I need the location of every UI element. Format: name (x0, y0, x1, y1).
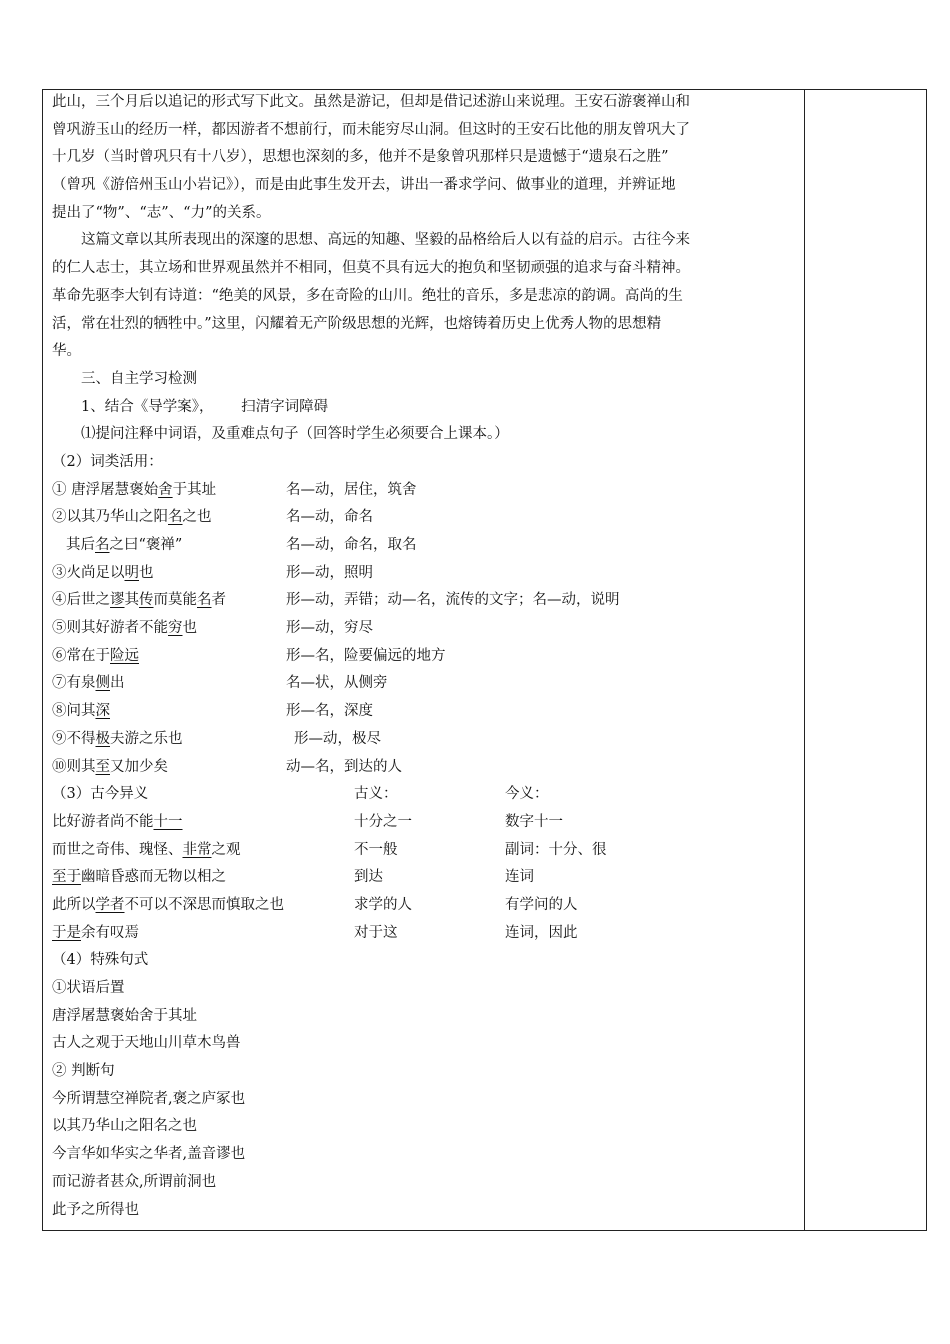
column-divider (804, 89, 805, 1231)
text-line: 曾巩游玉山的经历一样，都因游者不想前行，而未能穷尽山洞。但这时的王安石比他的朋友曾巩大了 (52, 121, 690, 138)
wordclass-row: ⑩则其至又加少矣 动—名，到达的人 (52, 758, 402, 775)
question-line: （2）词类活用： (52, 453, 163, 470)
question-line: ⑴提问注释中词语，及重难点句子（回答时学生必须要合上课本。） (81, 426, 509, 443)
special-sub: ② 判断句 (52, 1063, 115, 1080)
text-line: （曾巩《游倍州玉山小岩记》），而是由此事生发开去，讲出一番求学问、做事业的道理，并辨证地 (52, 177, 676, 194)
wordclass-row: ① 唐浮屠慧褒始舍于其址 名—动，居住，筑舍 (52, 481, 417, 498)
sentence-line: 以其乃华山之阳名之也 (52, 1118, 197, 1135)
wordclass-row: ⑤则其好游者不能穷也 形—动，穷尽 (52, 620, 373, 637)
sentence-line: 而记游者甚众,所谓前洞也 (52, 1173, 217, 1190)
section-item (52, 394, 797, 422)
wordclass-row: ④后世之谬其传而莫能名者 形—动，弄错；动—名，流传的文字；名—动，说明 (52, 592, 620, 609)
gujin-header: （3）古今异义 古义： 今义： (52, 786, 549, 803)
wordclass-row: ⑨不得极夫游之乐也 形—动，极尽 (52, 730, 381, 747)
document-body (52, 89, 797, 1224)
special-sub: ①状语后置 (52, 980, 125, 996)
text-line: 华。 (52, 343, 81, 360)
item-label: 1、结合《导学案》， (81, 398, 214, 415)
wordclass-row: ⑥常在于险远 形—名，险要偏远的地方 (52, 647, 446, 664)
text-line: 活，常在壮烈的牺牲中。”这里，闪耀着无产阶级思想的光辉，也熔铸着历史上优秀人物的思想精 (52, 315, 662, 332)
sentence-line: 此予之所得也 (52, 1201, 139, 1218)
sentence-line: 今所谓慧空禅院者,褒之庐冢也 (52, 1090, 246, 1107)
text-line: 十几岁（当时曾巩只有十八岁），思想也深刻的多，他并不是象曾巩那样只是遗憾于“遗泉石之胜” (52, 149, 669, 166)
wordclass-row: ⑦有泉侧出 名—状，从侧旁 (52, 675, 388, 692)
gujin-row: 比好游者尚不能十一 十分之一 数字十一 (52, 813, 563, 830)
sentence-line: 古人之观于天地山川草木鸟兽 (52, 1035, 241, 1052)
item-text: 扫清字词障碍 (241, 398, 329, 415)
text-line: 提出了“物”、“志”、“力”的关系。 (52, 204, 271, 221)
gujin-row: 于是余有叹焉 对于这 连词，因此 (52, 924, 578, 941)
text-line: 革命先驱李大钊有诗道：“绝美的风景，多在奇险的山川。绝壮的音乐，多是悲凉的韵调。高尚的生 (52, 287, 683, 304)
section-title: 三、自主学习检测 (81, 370, 197, 387)
text-line: 此山，三个月后以追记的形式写下此文。虽然是游记，但却是借记述游山来说理。王安石游褒禅山和 (52, 94, 690, 110)
text-line: 这篇文章以其所表现出的深邃的思想、高远的知趣、坚毅的品格给后人以有益的启示。古往今来 (81, 232, 690, 249)
text-line: 的仁人志士，其立场和世界观虽然并不相同，但莫不具有远大的抱负和坚韧顽强的追求与奋斗精神。 (52, 260, 690, 277)
gujin-row: 至于幽暗昏惑而无物以相之 到达 连词 (52, 869, 534, 886)
sentence-line: 今言华如华实之华者,盖音谬也 (52, 1146, 246, 1163)
wordclass-row: 其后名之曰“褒禅” 名—动，命名，取名 (66, 537, 417, 553)
wordclass-row: ②以其乃华山之阳名之也 名—动，命名 (52, 509, 373, 526)
wordclass-row: ③火尚足以明也 形—动，照明 (52, 564, 373, 581)
gujin-row: 此所以学者不可以不深思而慎取之也 求学的人 有学问的人 (52, 896, 578, 913)
gujin-row: 而世之奇伟、瑰怪、非常之观 不一般 副词：十分、很 (52, 841, 607, 858)
sentence-line: 唐浮屠慧褒始舍于其址 (52, 1007, 197, 1024)
special-head: （4）特殊句式 (52, 952, 149, 969)
wordclass-row: ⑧问其深 形—名，深度 (52, 703, 373, 720)
